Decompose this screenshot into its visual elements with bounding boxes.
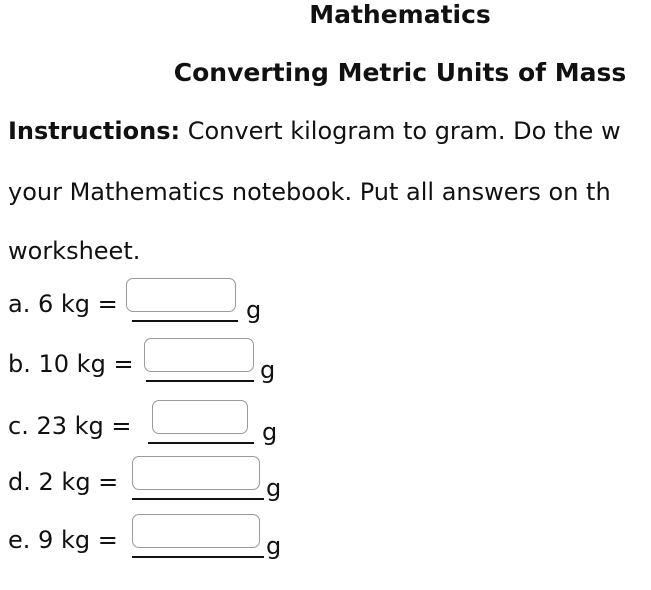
question-d-unit: g	[266, 474, 282, 502]
question-a-text	[8, 290, 118, 318]
question-a-underline	[132, 320, 238, 322]
instructions-label: Instructions:	[8, 117, 181, 145]
instructions-line-2: your Mathematics notebook. Put all answers on th	[8, 178, 611, 206]
question-c-text	[8, 412, 132, 440]
question-e-text	[8, 526, 118, 554]
question-a-expression: 6 kg =	[37, 290, 118, 318]
question-b-unit: g	[260, 356, 276, 384]
question-d-prefix: d.	[8, 468, 31, 496]
question-e-prefix: e.	[8, 526, 31, 554]
answer-box-e[interactable]	[132, 514, 260, 548]
question-b-underline	[146, 380, 254, 382]
question-e-unit: g	[266, 532, 282, 560]
question-e-underline	[132, 556, 264, 558]
answer-box-a[interactable]	[126, 278, 236, 312]
question-e-expression: 9 kg =	[38, 526, 118, 554]
question-d-text	[8, 468, 118, 496]
question-b-prefix: b.	[8, 350, 31, 378]
question-c-prefix: c.	[8, 412, 29, 440]
answer-box-d[interactable]	[132, 456, 260, 490]
question-c-underline	[148, 442, 254, 444]
question-d-underline	[132, 498, 264, 500]
question-c-expression: 23 kg =	[36, 412, 132, 440]
answer-box-c[interactable]	[152, 400, 248, 434]
instructions-line-3: worksheet.	[8, 237, 141, 265]
question-b-expression: 10 kg =	[38, 350, 134, 378]
question-d-expression: 2 kg =	[38, 468, 119, 496]
instructions-text-1: Convert kilogram to gram. Do the w	[180, 117, 621, 145]
answer-box-b[interactable]	[144, 338, 254, 372]
worksheet-title: Mathematics	[309, 0, 491, 29]
instructions-line-1	[8, 117, 621, 145]
question-a-unit: g	[246, 296, 262, 324]
question-a-prefix: a.	[8, 290, 31, 318]
question-b-text	[8, 350, 134, 378]
question-c-unit: g	[262, 418, 278, 446]
worksheet-subtitle: Converting Metric Units of Mass	[173, 58, 627, 87]
